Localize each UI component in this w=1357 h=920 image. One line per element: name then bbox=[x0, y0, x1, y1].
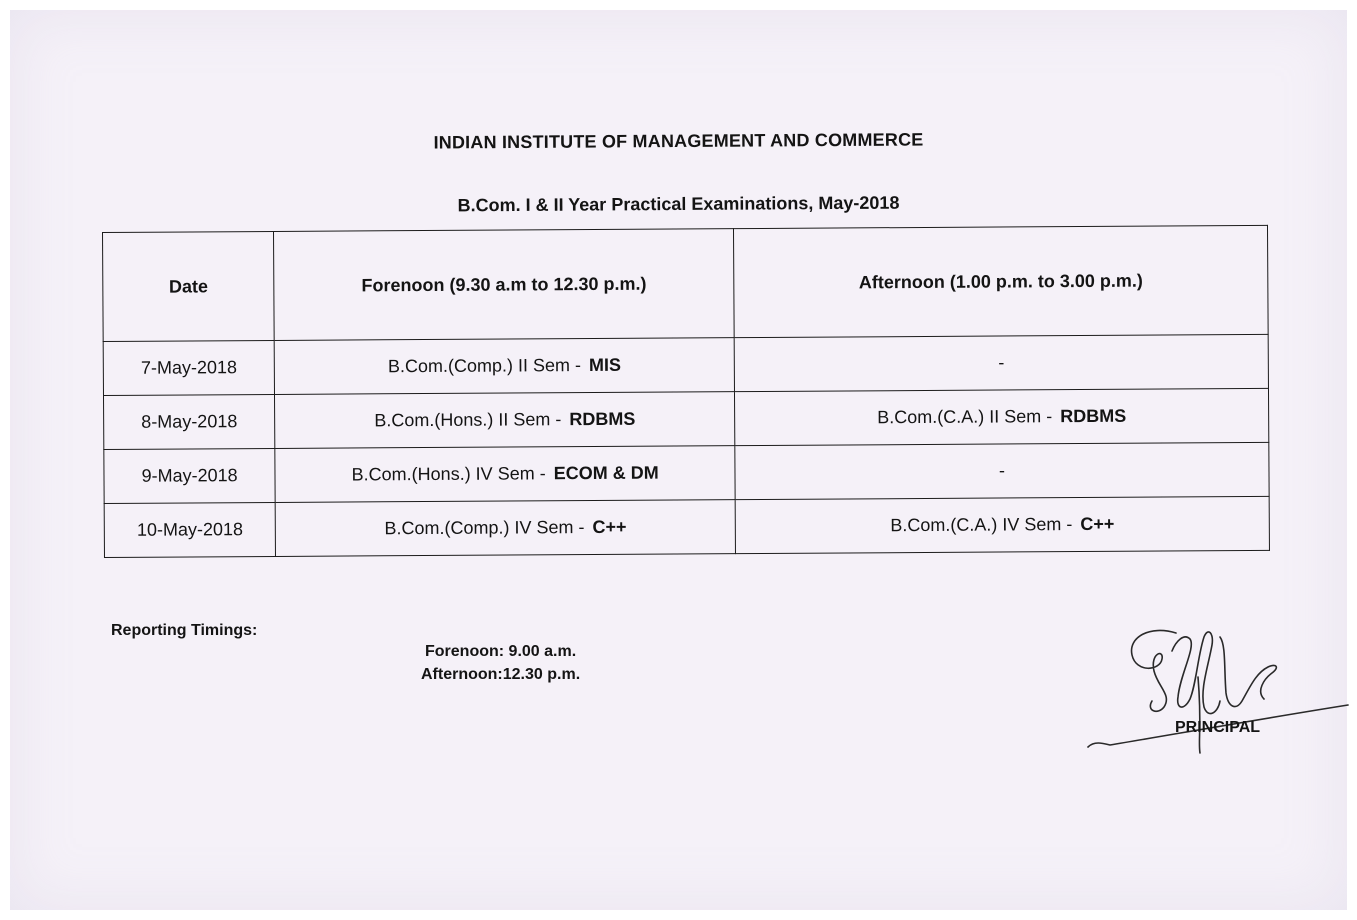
cell-forenoon bbox=[275, 392, 735, 449]
handwritten-signature-icon bbox=[1080, 615, 1350, 760]
cell-afternoon bbox=[734, 334, 1268, 391]
subject-name: RDBMS bbox=[1060, 405, 1127, 427]
subject-name: C++ bbox=[592, 516, 627, 538]
reporting-timings-label: Reporting Timings: bbox=[111, 622, 258, 639]
table-row bbox=[104, 496, 1269, 557]
reporting-forenoon: Forenoon: 9.00 a.m. bbox=[425, 643, 577, 660]
subject-name: ECOM & DM bbox=[553, 462, 659, 484]
cell-forenoon bbox=[275, 500, 735, 557]
header-date: Date bbox=[103, 231, 275, 341]
course-name: B.Com.(Hons.) II Sem - bbox=[374, 409, 562, 431]
table-row bbox=[104, 442, 1269, 503]
table-header-row bbox=[103, 225, 1269, 341]
cell-date: 9-May-2018 bbox=[104, 448, 276, 503]
subject-name: RDBMS bbox=[569, 408, 636, 430]
document-subtitle: B.Com. I & II Year Practical Examinations, May-2018 bbox=[457, 192, 900, 216]
cell-forenoon bbox=[274, 338, 734, 395]
subject-name: MIS bbox=[588, 354, 622, 376]
cell-afternoon bbox=[735, 442, 1269, 499]
document-title: INDIAN INSTITUTE OF MANAGEMENT AND COMMERCE bbox=[433, 129, 924, 153]
table-row bbox=[103, 334, 1268, 395]
course-name: B.Com.(C.A.) IV Sem - bbox=[890, 514, 1073, 536]
course-name: B.Com.(Comp.) II Sem - bbox=[387, 355, 582, 377]
table-row bbox=[103, 388, 1268, 449]
header-afternoon: Afternoon (1.00 p.m. to 3.00 p.m.) bbox=[734, 225, 1269, 337]
course-name: - bbox=[998, 460, 1006, 481]
subject-name: C++ bbox=[1080, 513, 1115, 535]
course-name: B.Com.(Comp.) IV Sem - bbox=[384, 517, 585, 539]
cell-date: 10-May-2018 bbox=[104, 502, 276, 557]
principal-designation: PRINCIPAL bbox=[1175, 719, 1261, 736]
cell-forenoon bbox=[275, 446, 735, 503]
cell-date: 8-May-2018 bbox=[103, 394, 275, 449]
cell-date: 7-May-2018 bbox=[103, 340, 275, 395]
cell-afternoon bbox=[735, 496, 1269, 553]
cell-afternoon bbox=[735, 388, 1269, 445]
course-name: B.Com.(C.A.) II Sem - bbox=[877, 406, 1053, 428]
header-forenoon: Forenoon (9.30 a.m to 12.30 p.m.) bbox=[274, 229, 734, 341]
course-name: - bbox=[998, 352, 1005, 373]
reporting-afternoon: Afternoon:12.30 p.m. bbox=[421, 666, 581, 683]
exam-schedule-table bbox=[102, 225, 1270, 558]
reporting-timings bbox=[421, 640, 580, 686]
course-name: B.Com.(Hons.) IV Sem - bbox=[351, 463, 546, 485]
